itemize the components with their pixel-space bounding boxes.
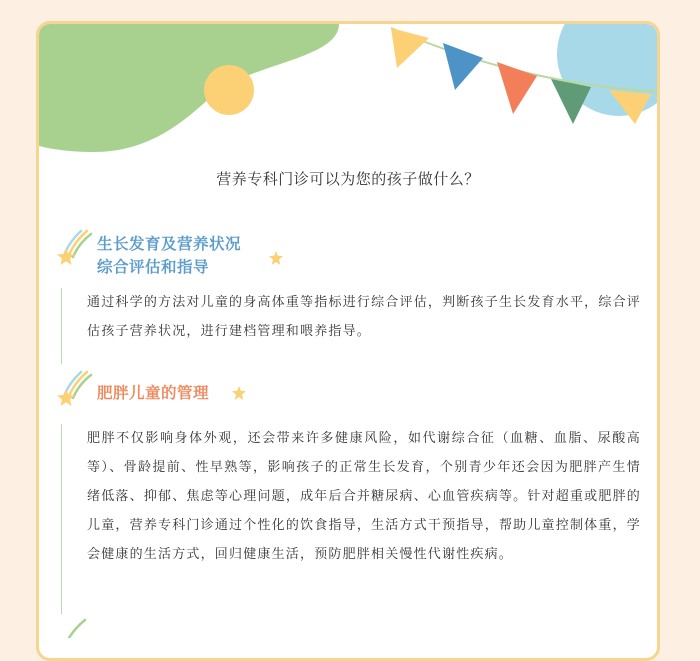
- page-title: 营养专科门诊可以为您的孩子做什么？: [216, 170, 480, 188]
- section-body-growth: [61, 288, 641, 364]
- section-heading-growth: [55, 227, 241, 279]
- shooting-star-icon: [55, 368, 95, 408]
- flag-yellow-1: [391, 28, 429, 68]
- content-card: [36, 21, 660, 661]
- shooting-star-icon: [55, 227, 95, 267]
- flag-blue: [443, 43, 483, 90]
- section-title-line-1: 生长发育及营养状况: [97, 235, 242, 253]
- header-decoration: [39, 24, 660, 174]
- section-body-obesity: [61, 424, 641, 614]
- section-heading-obesity: [55, 368, 209, 408]
- section-text-obesity: 肥胖不仅影响身体外观，还会带来许多健康风险，如代谢综合征（血糖、血脂、尿酸高等）、骨龄提前、性早熟等，影响孩子的正常生长发育，个别青少年还会因为肥胖产生情绪低落、抑郁、焦虑等心理问题，成年后合并糖尿病、心血管疾病等。针对超重或肥胖的儿童，营养专科门诊通过个性化的饮食指导，生活方式干预指导，帮助儿童控制体重，学会健康的生活方式，回归健康生活，预防肥胖相关慢性代谢性疾病。: [87, 431, 641, 562]
- small-star-icon: [232, 386, 246, 400]
- sun-shape: [204, 65, 254, 115]
- section-title-line-2: 综合评估和指导: [97, 258, 210, 276]
- green-blob-shape: [39, 24, 339, 152]
- shooting-star-icon: [63, 618, 93, 638]
- section-title-obesity: 肥胖儿童的管理: [97, 384, 210, 402]
- section-text-growth: 通过科学的方法对儿童的身高体重等指标进行综合评估，判断孩子生长发育水平，综合评估孩子营养状况，进行建档管理和喂养指导。: [87, 295, 641, 339]
- small-star-icon: [269, 251, 283, 265]
- flag-orange: [497, 62, 537, 114]
